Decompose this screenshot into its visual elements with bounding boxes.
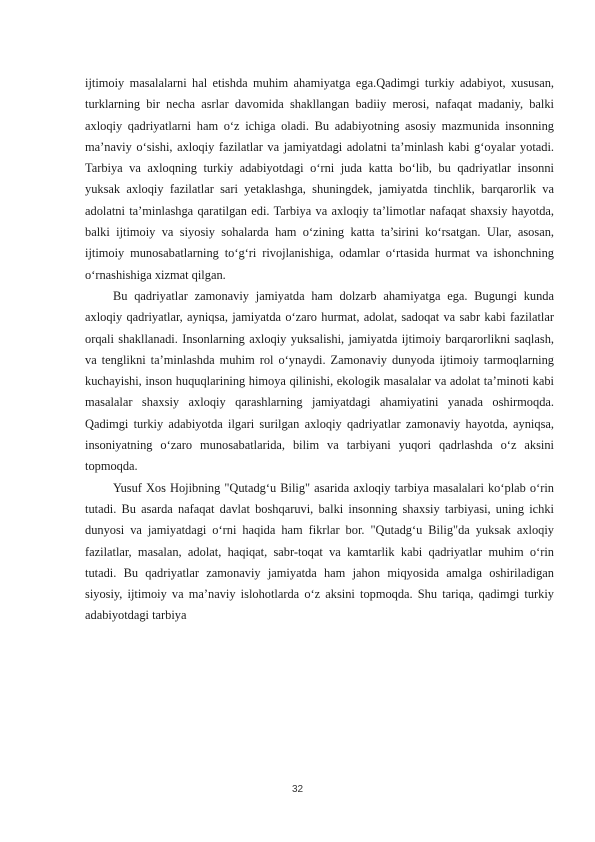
body-text (85, 73, 554, 627)
paragraph-qutadgu-bilig: Yusuf Xos Hojibning "Qutadg‘u Bilig" asarida axloqiy tarbiya masalalari ko‘plab o‘rin tutadi. Bu asarda nafaqat davlat boshqaruvi, balki insonning shaxsiy tarbiyasi, uning ichki dunyosi va jamiyatdagi o‘rni haqida ham fikrlar bor. "Qutadg‘u Bilig"da yuksak axloqiy fazilatlar, masalan, adolat, haqiqat, sabr-toqat va kamtarlik kabi qadriyatlar muhim o‘rin tutadi. Bu qadriyatlar zamonaviy jamiyatda ham jahon miqyosida amalga oshiriladigan siyosiy, ijtimoiy va ma’naviy islohotlarda o‘z aksini topmoqda. Shu tariqa, qadimgi turkiy adabiyotdagi tarbiya (85, 480, 554, 623)
paragraph-continuation: ijtimoiy masalalarni hal etishda muhim ahamiyatga ega.Qadimgi turkiy adabiyot, xususan, turklarning bir necha asrlar davomida shakllangan badiiy merosi, nafaqat madaniy, balki axloqiy qadriyatlarni ham o‘z ichiga oladi. Bu adabiyotning asosiy mazmunida insonning ma’naviy o‘sishi, axloqiy fazilatlar va jamiyatdagi adolatni ta’minlash kabi g‘oyalar yotadi. Tarbiya va axloqning turkiy adabiyotdagi o‘rni juda katta bo‘lib, bu qadriyatlar insonni yuksak axloqiy fazilatlar sari yetaklashga, shuningdek, jamiyatda tinchlik, barqarorlik va adolatni ta’minlashga qaratilgan edi. Tarbiya va axloqiy ta’limotlar nafaqat shaxsiy hayotda, balki ijtimoiy va siyosiy sohalarda ham o‘zining katta ta’sirini ko‘rsatgan. Ular, asosan, ijtimoiy munosabatlarning to‘g‘ri rivojlanishiga, odamlar o‘rtasida hurmat va ishonchning o‘rnashishiga xizmat qilgan. (85, 76, 554, 282)
page-number: 32 (291, 784, 304, 795)
paragraph-modern-values: Bu qadriyatlar zamonaviy jamiyatda ham dolzarb ahamiyatga ega. Bugungi kunda axloqiy qadriyatlar, ayniqsa, jamiyatda o‘zaro hurmat, adolat, sadoqat va sabr kabi fazilatlar orqali shakllanadi. Insonlarning axloqiy yuksalishi, jamiyatda ijtimoiy barqarorlikni saqlash, va tenglikni ta’minlashda muhim rol o‘ynaydi. Zamonaviy dunyoda ijtimoiy tarmoqlarning kuchayishi, inson huquqlarining himoya qilinishi, ekologik masalalar va adolat ta’minoti kabi masalalar shaxsiy axloqiy qarashlarning jamiyatdagi ahamiyatini yanada oshirmoqda. Qadimgi turkiy adabiyotda ilgari surilgan axloqiy qadriyatlar zamonaviy hayotda, ayniqsa, insoniyatning o‘zaro munosabatlarida, bilim va tarbiyani yuqori qadrlashda o‘z aksini topmoqda. (85, 288, 554, 474)
